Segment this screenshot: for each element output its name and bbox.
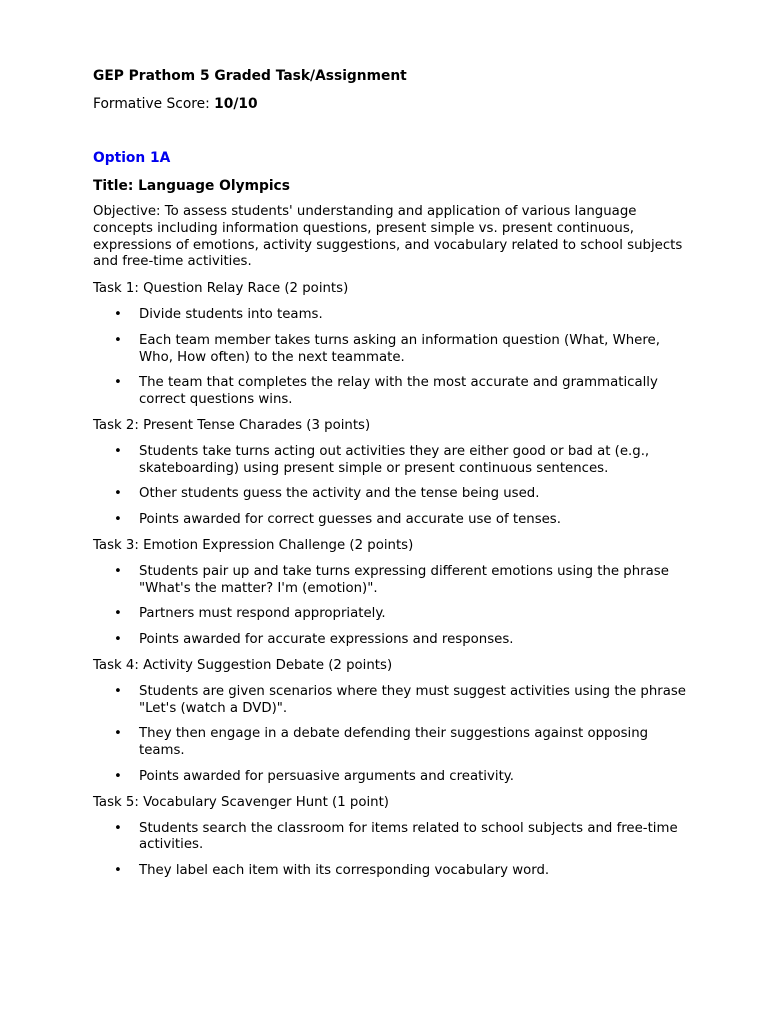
task-bullet-list bbox=[93, 684, 693, 786]
list-item-text: Points awarded for correct guesses and accurate use of tenses. bbox=[139, 512, 561, 528]
bullet-icon: • bbox=[114, 512, 122, 528]
bullet-icon: • bbox=[114, 606, 122, 622]
bullet-icon: • bbox=[114, 632, 122, 648]
bullet-icon: • bbox=[114, 443, 122, 459]
formative-score bbox=[93, 95, 693, 113]
bullet-icon: • bbox=[114, 683, 122, 699]
bullet-icon: • bbox=[114, 768, 122, 784]
list-item bbox=[93, 769, 693, 786]
list-item bbox=[93, 307, 693, 324]
list-item bbox=[93, 444, 693, 478]
task-heading: Task 5: Vocabulary Scavenger Hunt (1 point) bbox=[93, 794, 389, 810]
option-heading: Option 1A bbox=[93, 150, 171, 166]
list-item-text: Points awarded for accurate expressions and responses. bbox=[139, 632, 514, 648]
list-item bbox=[93, 512, 693, 529]
list-item bbox=[93, 684, 693, 718]
task-sections bbox=[93, 281, 693, 880]
task-bullet-list bbox=[93, 564, 693, 649]
bullet-icon: • bbox=[114, 820, 122, 836]
task-heading: Task 3: Emotion Expression Challenge (2 points) bbox=[93, 537, 414, 553]
task-bullet-list bbox=[93, 307, 693, 409]
bullet-icon: • bbox=[114, 863, 122, 879]
objective-paragraph: Objective: To assess students' understanding and application of various language concepts including information questions, present simple vs. present continuous, expressions of emotions, activity suggestions, and vocabulary related to school subjects and free-time activities. bbox=[93, 204, 683, 270]
list-item-text: Students are given scenarios where they must suggest activities using the phrase "Let's (watch a DVD)". bbox=[139, 683, 686, 716]
list-item-text: Points awarded for persuasive arguments and creativity. bbox=[139, 768, 514, 784]
list-item-text: Students pair up and take turns expressing different emotions using the phrase "What's the matter? I'm (emotion)". bbox=[139, 563, 669, 596]
list-item bbox=[93, 564, 693, 598]
list-item-text: They label each item with its corresponding vocabulary word. bbox=[139, 863, 550, 879]
list-item bbox=[93, 821, 693, 855]
activity-title: Title: Language Olympics bbox=[93, 178, 290, 194]
bullet-icon: • bbox=[114, 306, 122, 322]
list-item-text: Other students guess the activity and the tense being used. bbox=[139, 486, 540, 502]
list-item bbox=[93, 333, 693, 367]
list-item bbox=[93, 726, 693, 760]
list-item bbox=[93, 606, 693, 623]
list-item-text: They then engage in a debate defending their suggestions against opposing teams. bbox=[139, 726, 649, 759]
document-title: GEP Prathom 5 Graded Task/Assignment bbox=[93, 68, 407, 84]
list-item-text: Each team member takes turns asking an information question (What, Where, Who, How often) to the next teammate. bbox=[139, 332, 660, 365]
list-item bbox=[93, 375, 693, 409]
list-item-text: Students search the classroom for items related to school subjects and free-time activities. bbox=[139, 820, 678, 853]
bullet-icon: • bbox=[114, 563, 122, 579]
list-item-text: The team that completes the relay with the most accurate and grammatically correct questions wins. bbox=[139, 375, 658, 408]
bullet-icon: • bbox=[114, 375, 122, 391]
list-item bbox=[93, 863, 693, 880]
task-bullet-list bbox=[93, 444, 693, 529]
list-item-text: Students take turns acting out activities they are either good or bad at (e.g., skateboarding) using present simple or present continuous sentences. bbox=[139, 443, 650, 476]
task-heading: Task 1: Question Relay Race (2 points) bbox=[93, 281, 349, 297]
task-bullet-list bbox=[93, 821, 693, 880]
score-value: 10/10 bbox=[214, 96, 258, 112]
task-heading: Task 4: Activity Suggestion Debate (2 points) bbox=[93, 657, 393, 673]
bullet-icon: • bbox=[114, 332, 122, 348]
list-item-text: Partners must respond appropriately. bbox=[139, 606, 386, 622]
score-label: Formative Score: bbox=[93, 96, 215, 112]
list-item-text: Divide students into teams. bbox=[139, 306, 323, 322]
bullet-icon: • bbox=[114, 726, 122, 742]
bullet-icon: • bbox=[114, 486, 122, 502]
task-heading: Task 2: Present Tense Charades (3 points) bbox=[93, 417, 371, 433]
document-page bbox=[93, 67, 693, 889]
list-item bbox=[93, 486, 693, 503]
list-item bbox=[93, 632, 693, 649]
